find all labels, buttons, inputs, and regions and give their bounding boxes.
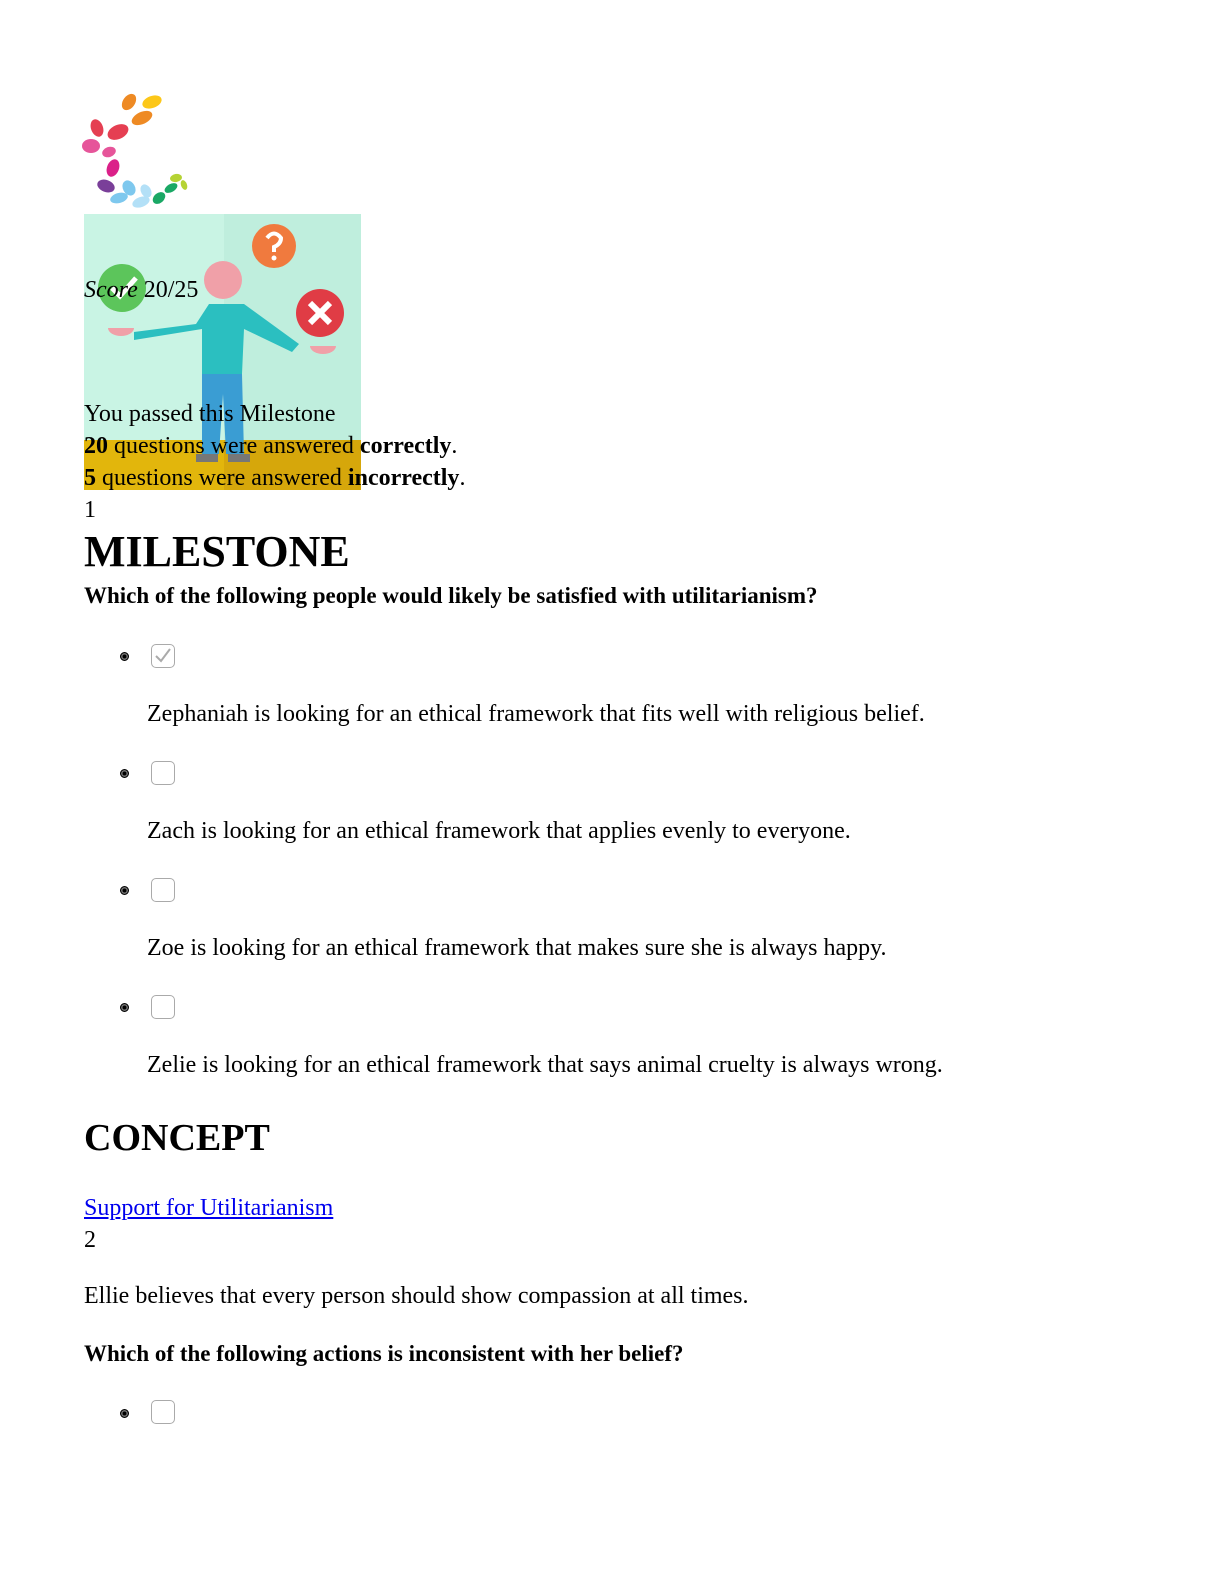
bullet xyxy=(120,886,129,895)
bullet xyxy=(120,1409,129,1418)
option-text: Zephaniah is looking for an ethical framework that fits well with religious belief. xyxy=(147,701,925,727)
concept-link[interactable]: Support for Utilitarianism xyxy=(84,1195,334,1221)
correct-text: questions were answered xyxy=(114,433,354,459)
question-number: 2 xyxy=(84,1227,96,1253)
option-text: Zelie is looking for an ethical framework that says animal cruelty is always wrong. xyxy=(147,1052,943,1078)
checkbox[interactable] xyxy=(151,761,175,785)
bullet xyxy=(120,769,129,778)
bullet xyxy=(120,1003,129,1012)
incorrect-word: incorrectly xyxy=(347,465,460,491)
incorrect-summary xyxy=(84,464,465,492)
correct-count: 20 xyxy=(84,433,108,459)
pass-status: You passed this Milestone xyxy=(84,401,336,427)
incorrect-text: questions were answered xyxy=(102,465,342,491)
option-text: Zach is looking for an ethical framework that applies evenly to everyone. xyxy=(147,818,851,844)
brand-logo xyxy=(82,90,190,210)
correct-word: correctly xyxy=(359,433,452,459)
question-context: Ellie believes that every person should show compassion at all times. xyxy=(84,1283,749,1309)
option-text: Zoe is looking for an ethical framework that makes sure she is always happy. xyxy=(147,935,887,961)
question-prompt: Which of the following actions is inconsistent with her belief? xyxy=(84,1341,684,1366)
period: . xyxy=(459,465,466,491)
concept-heading: CONCEPT xyxy=(84,1117,270,1159)
section-label: MILESTONE xyxy=(84,527,350,576)
checkbox-checked[interactable] xyxy=(151,644,175,668)
score xyxy=(84,276,198,304)
checkbox[interactable] xyxy=(151,995,175,1019)
checkbox[interactable] xyxy=(151,878,175,902)
incorrect-count: 5 xyxy=(84,465,96,491)
checkbox[interactable] xyxy=(151,1400,175,1424)
score-label: Score xyxy=(84,277,138,303)
bullet xyxy=(120,652,129,661)
correct-summary xyxy=(84,432,457,460)
question-number: 1 xyxy=(84,497,96,523)
question-prompt: Which of the following people would likely be satisfied with utilitarianism? xyxy=(84,583,818,608)
score-value: 20/25 xyxy=(143,277,199,303)
period: . xyxy=(451,433,458,459)
checkmark-icon xyxy=(152,645,173,666)
